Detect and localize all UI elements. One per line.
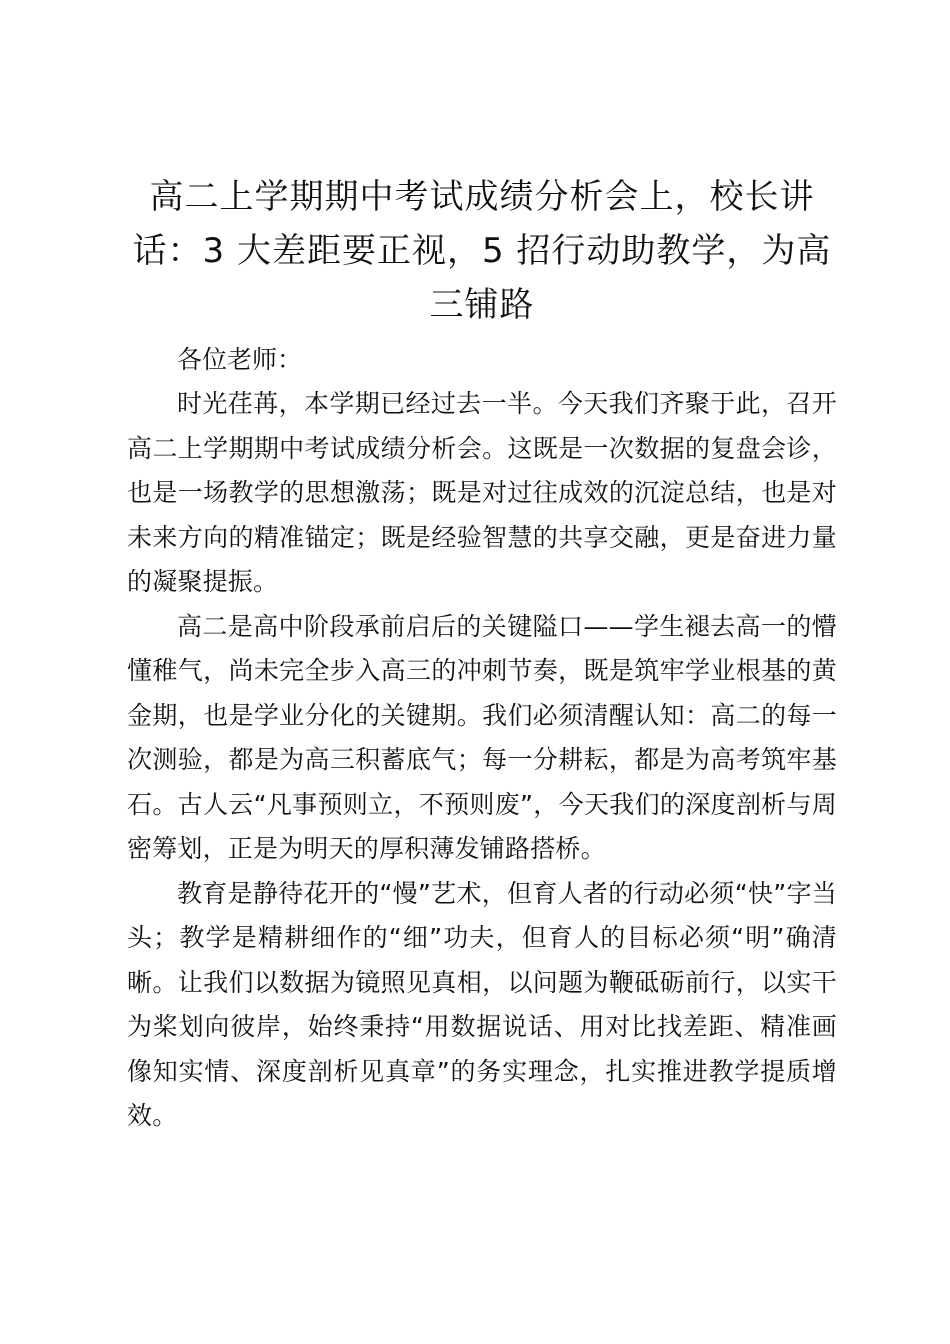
document-title: 高二上学期期中考试成绩分析会上，校长讲话：3 大差距要正视，5 招行动助教学，为高三铺路 [132,177,832,325]
paragraph-2: 高二是高中阶段承前启后的关键隘口——学生褪去高一的懵懂稚气，尚未完全步入高三的冲刺节奏，既是筑牢学业根基的黄金期，也是学业分化的关键期。我们必须清醒认知：高二的每一次测验，都是为高三积蓄底气；每一分耕耘，都是为高考筑牢基石。古人云“凡事预则立，不预则废”，今天我们的深度剖析与周密筹划，正是为明天的厚积薄发铺路搭桥。 [127,611,837,863]
paragraph-3: 教育是静待花开的“慢”艺术，但育人者的行动必须“快”字当头；教学是精耕细作的“细”功夫，但育人的目标必须“明”确清晰。让我们以数据为镜照见真相，以问题为鞭砥砺前行，以实干为桨划向彼岸，始终秉持“用数据说话、用对比找差距、精准画像知实情、深度剖析见真章”的务实理念，扎实推进教学提质增效。 [127,878,837,1130]
greeting: 各位老师： [177,345,303,374]
paragraph-1: 时光荏苒，本学期已经过去一半。今天我们齐聚于此，召开高二上学期期中考试成绩分析会。这既是一次数据的复盘会诊，也是一场教学的思想激荡；既是对过往成效的沉淀总结，也是对未来方向的精准锚定；既是经验智慧的共享交融，更是奋进力量的凝聚提振。 [127,389,837,596]
document-page [127,170,837,1139]
